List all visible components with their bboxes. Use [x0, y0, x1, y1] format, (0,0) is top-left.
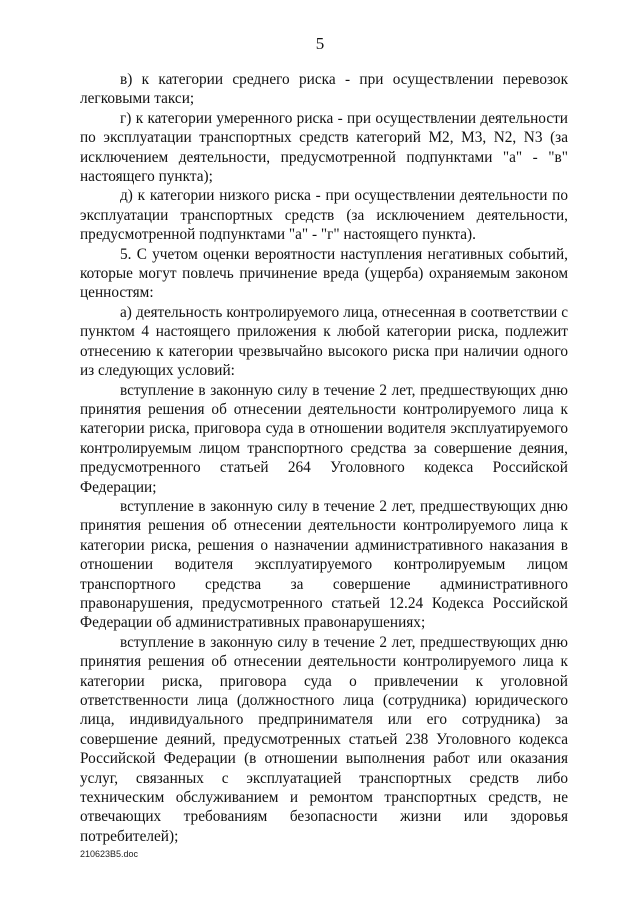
paragraph-condition-3: вступление в законную силу в течение 2 лет, предшествующих дню принятия решения об отнесении деятельности контролируемого лица к категории риска, приговора суда о привлечении к уголовной ответственности лица (должностного лица (сотрудника) юридического лица, индивидуального предпринимателя или его сотрудника) за совершение деяний, предусмотренных статьей 238 Уголовного кодекса Российской Федерации (в отношении выполнения работ или оказания услуг, связанных с эксплуатацией транспортных средств либо техническим обслуживанием и ремонтом транспортных средств, не отвечающих требованиям безопасности жизни или здоровья потребителей);: [80, 633, 568, 845]
paragraph-subitem-a: а) деятельность контролируемого лица, отнесенная в соответствии с пунктом 4 настоящего приложения к любой категории риска, подлежит отнесению к категории чрезвычайно высокого риска при наличии одного из следующих условий:: [80, 303, 568, 380]
document-body: [80, 70, 568, 846]
paragraph-condition-2: вступление в законную силу в течение 2 лет, предшествующих дню принятия решения об отнесении деятельности контролируемого лица к категории риска, решения о назначении административного наказания в отношении водителя эксплуатируемого контролируемым лицом транспортного средства за совершение административного правонарушения, предусмотренного статьей 12.24 Кодекса Российской Федерации об административных правонарушениях;: [80, 497, 568, 632]
paragraph-item-5: 5. С учетом оценки вероятности наступления негативных событий, которые могут повлечь причинение вреда (ущерба) охраняемым законом ценностям:: [80, 245, 568, 302]
paragraph-subitem-g: г) к категории умеренного риска - при осуществлении деятельности по эксплуатации транспортных средств категорий М2, М3, N2, N3 (за исключением деятельности, предусмотренной подпунктами "а" - "в" настоящего пункта);: [80, 109, 568, 186]
paragraph-subitem-v: в) к категории среднего риска - при осуществлении перевозок легковыми такси;: [80, 71, 568, 108]
paragraph-condition-1: вступление в законную силу в течение 2 лет, предшествующих дню принятия решения об отнесении деятельности контролируемого лица к категории риска, приговора суда в отношении водителя эксплуатируемого контролируемым лицом транспортного средства за совершение деяния, предусмотренного статьей 264 Уголовного кодекса Российской Федерации;: [80, 381, 568, 496]
footer-file-code: 210623B5.doc: [80, 849, 139, 859]
page-number: 5: [315, 34, 325, 53]
paragraph-subitem-d: д) к категории низкого риска - при осуществлении деятельности по эксплуатации транспортных средств (за исключением деятельности, предусмотренной подпунктами "а" - "г" настоящего пункта).: [80, 187, 568, 244]
